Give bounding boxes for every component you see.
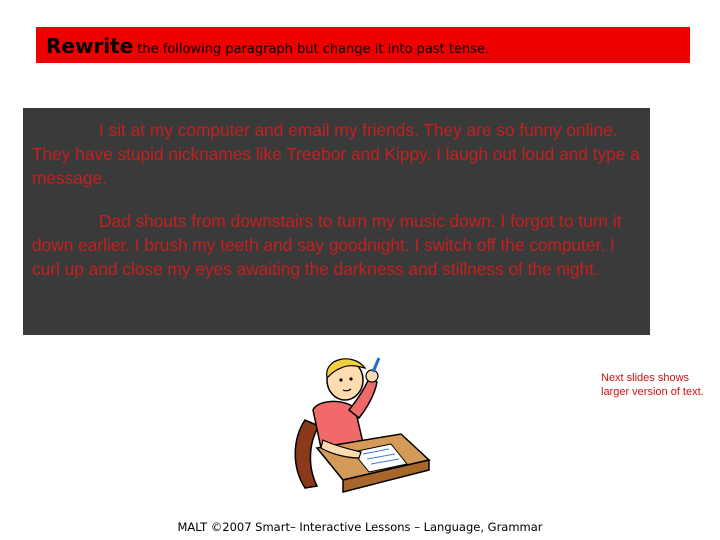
kid-writing-illustration [283,348,433,498]
paragraph-2: Dad shouts from downstairs to turn my music down. I forgot to turn it down earlier. I brush my teeth and say goodnight. I switch off the computer. I curl up and close my eyes awaiting the darkness and stillness of the night. [32,211,622,279]
side-note: Next slides shows larger version of text. [601,372,704,398]
title-bold-word: Rewrite [46,34,134,58]
paragraph-box [23,108,650,335]
paragraph-1: I sit at my computer and email my friends. They are so funny online. They have stupid nicknames like Treebor and Kippy. I laugh out loud and type a message. [32,120,640,188]
title-instruction: the following paragraph but change it into past tense. [137,42,490,57]
title-bar [36,27,690,63]
footer-copyright: MALT ©2007 Smart– Interactive Lessons – Language, Grammar [177,520,543,534]
